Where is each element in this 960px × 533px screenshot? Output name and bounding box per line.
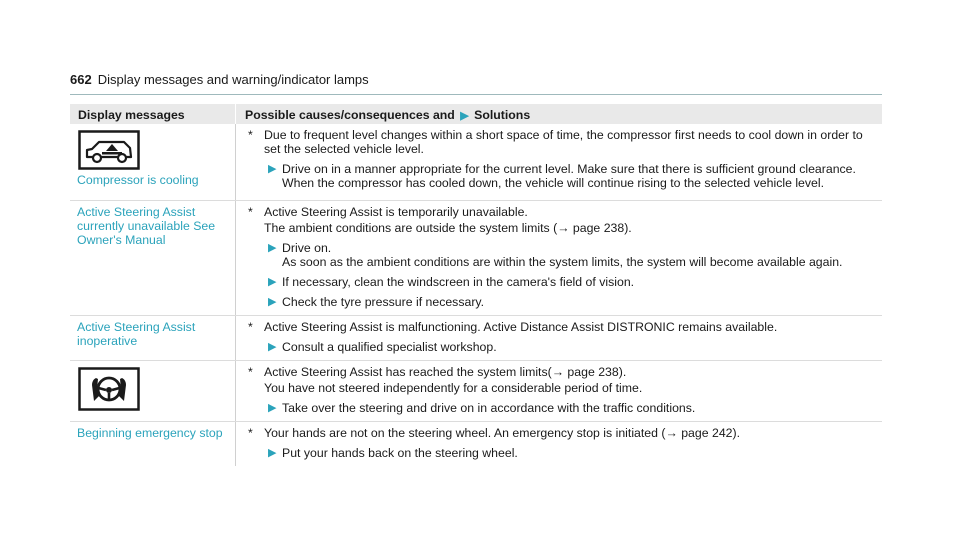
action-item: ▶ Take over the steering and drive on in accordance with the traffic conditions.	[268, 401, 696, 415]
action-item: ▶ Drive on in a manner appropriate for the current level. Make sure that there is sufficient ground clearance. When the compressor has cooled down, the vehicle will continue rising to the selected vehicle level.	[268, 162, 856, 190]
page-header	[70, 72, 369, 87]
col-header-causes	[236, 104, 883, 124]
bullet-star: *	[248, 426, 253, 440]
action-item: ▶ Drive on. As soon as the ambient conditions are within the system limits, the system will become available again.	[268, 241, 843, 269]
table-row	[70, 201, 882, 316]
cause-note: The ambient conditions are outside the system limits (→ page 238).	[264, 221, 632, 235]
action-item: ▶ If necessary, clean the windscreen in the camera's field of vision.	[268, 275, 635, 289]
message-steering-inoperative: Active Steering Assist inoperative	[77, 320, 196, 348]
cause-text: * Due to frequent level changes within a short space of time, the compressor first needs to cool down in order to set the selected vehicle level.	[248, 128, 863, 156]
col-header-solutions: Solutions	[474, 107, 531, 122]
vehicle-level-icon	[78, 130, 140, 170]
bullet-star: *	[248, 365, 253, 379]
table-row	[70, 361, 882, 422]
cause-text: * Active Steering Assist is malfunctioning. Active Distance Assist DISTRONIC remains available.	[248, 320, 778, 334]
action-arrow-icon: ▶	[268, 296, 277, 308]
message-compressor-cooling: Compressor is cooling	[77, 173, 199, 187]
page-number: 662	[70, 72, 92, 87]
action-arrow-icon: ▶	[268, 242, 277, 254]
table-row	[70, 422, 882, 467]
cause-text: * Active Steering Assist has reached the system limits(→ page 238).	[248, 365, 627, 379]
bullet-star: *	[248, 128, 253, 142]
cause-note: You have not steered independently for a considerable period of time.	[264, 381, 643, 395]
col-header-messages: Display messages	[70, 104, 236, 124]
action-item: ▶ Consult a qualified specialist workshop.	[268, 340, 497, 354]
action-arrow-icon: ▶	[268, 402, 277, 414]
message-steering-unavailable: Active Steering Assist currently unavailable See Owner's Manual	[77, 205, 216, 247]
cause-text: * Your hands are not on the steering wheel. An emergency stop is initiated (→ page 242).	[248, 426, 741, 440]
action-item: ▶ Put your hands back on the steering wheel.	[268, 446, 518, 460]
display-messages-table	[70, 104, 882, 466]
action-arrow-icon: ▶	[268, 447, 277, 459]
table-row	[70, 316, 882, 361]
header-rule	[70, 94, 882, 95]
action-extra: As soon as the ambient conditions are within the system limits, the system will become available again.	[282, 255, 843, 269]
table-row	[70, 124, 882, 201]
steering-hands-icon	[78, 367, 140, 411]
col-header-causes-prefix: Possible causes/consequences and	[245, 107, 455, 122]
action-arrow-icon: ▶	[268, 341, 277, 353]
cause-text: * Active Steering Assist is temporarily unavailable.	[248, 205, 528, 219]
play-arrow-icon: ▶	[460, 109, 469, 122]
message-emergency-stop: Beginning emergency stop	[77, 426, 223, 440]
action-item: ▶ Check the tyre pressure if necessary.	[268, 295, 485, 309]
bullet-star: *	[248, 205, 253, 219]
action-arrow-icon: ▶	[268, 276, 277, 288]
page-title: Display messages and warning/indicator lamps	[97, 72, 369, 87]
table-header-row	[70, 104, 882, 124]
action-arrow-icon: ▶	[268, 163, 277, 175]
bullet-star: *	[248, 320, 253, 334]
